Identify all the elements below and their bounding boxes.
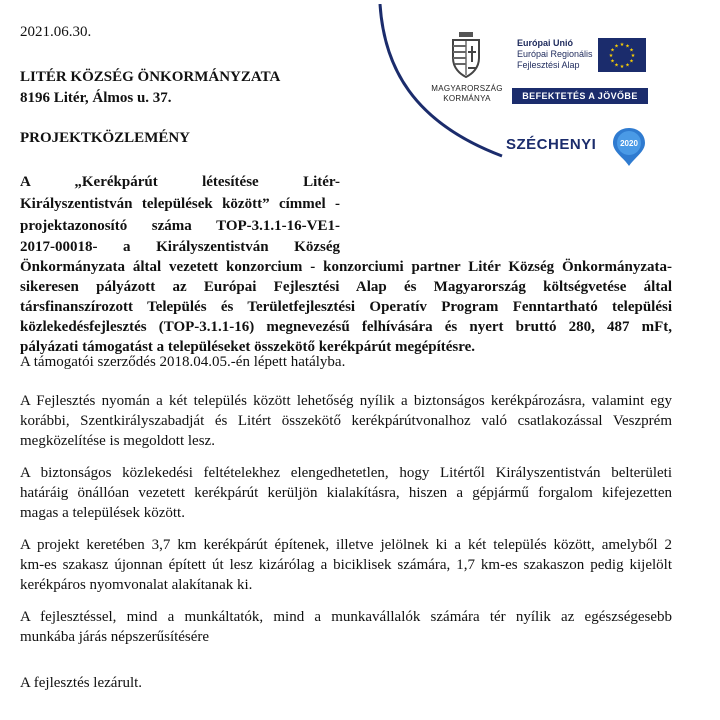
- paragraph-line: A Fejlesztés nyomán a két település között lehetőség nyílik a biztonságos kerékpározásra, valamint egy: [20, 393, 672, 409]
- svg-text:★: ★: [608, 53, 614, 59]
- funding-logo-panel: [378, 4, 684, 176]
- paragraph-line: A biztonságos közlekedési feltételekhez elengedhetetlen, hogy Litértől Királyszentistván belterületi: [20, 465, 672, 481]
- eu-logo-text: [517, 38, 601, 71]
- government-logo-text: [430, 84, 504, 104]
- paragraph-closed: [20, 673, 672, 693]
- svg-text:★: ★: [610, 58, 615, 65]
- szechenyi-2020-pin-icon: [612, 128, 646, 166]
- svg-text:★: ★: [610, 47, 615, 54]
- intro-line: projektazonosító száma TOP-3.1.1-16-VE1-: [20, 218, 340, 234]
- organization-name: LITÉR KÖZSÉG ÖNKORMÁNYZATA: [20, 69, 281, 85]
- paragraph-safety: [20, 463, 672, 523]
- paragraph-contract: [20, 352, 672, 372]
- paragraph-line: munkába járás népszerűsítésére: [20, 629, 210, 645]
- paragraph-line: A támogatói szerződés 2018.04.05.-én lépett hatályba.: [20, 354, 346, 370]
- svg-text:★: ★: [625, 62, 630, 69]
- intro-line: Királyszentistván települések között” címmel -: [20, 196, 340, 212]
- paragraph-line: határáig önállóan vezetett kerékpárút kerüljön kialakításra, hiszen a gépjármű forgalom kifejezetten: [20, 485, 672, 501]
- page-title: PROJEKTKÖZLEMÉNY: [20, 130, 191, 146]
- paragraph-line: megközelítése is megoldott lesz.: [20, 433, 215, 449]
- intro-line: pályázati támogatást a településeket összekötő kerékpárút megépítésre.: [20, 339, 476, 355]
- svg-text:★: ★: [629, 47, 634, 54]
- paragraph-health: [20, 607, 672, 647]
- svg-text:★: ★: [630, 53, 636, 59]
- eu-line-2: Európai Regionális: [517, 49, 593, 59]
- paragraph-project: [20, 535, 672, 595]
- svg-text:★: ★: [619, 64, 625, 70]
- invest-banner: BEFEKTETÉS A JÖVŐBE: [512, 88, 648, 104]
- paragraph-line: korábbi, Szentkirályszabadját és Litért összekötő kerékpárútvonalhoz való csatlakozással Veszprém: [20, 413, 672, 429]
- eu-flag-icon: [598, 38, 646, 72]
- intro-line: A „Kerékpárút létesítése Litér-: [20, 174, 340, 190]
- gov-line-2: KORMÁNYA: [443, 94, 491, 103]
- eu-line-3: Fejlesztési Alap: [517, 60, 580, 70]
- paragraph-line: km-es szakasz újonnan épített út lesz kizárólag a biciklisek számára, 1,7 km-es szakaszon pedig kijelölt: [20, 557, 672, 573]
- intro-line: 2017-00018- a Királyszentistván Község: [20, 239, 340, 255]
- intro-line: Önkormányzata által vezetett konzorcium - konzorciumi partner Litér Község Önkormányzata-: [20, 259, 672, 275]
- intro-line: társfinanszírozott Település és Területfejlesztési Operatív Program Fenntartható települési: [20, 299, 672, 315]
- paragraph-line: A fejlesztés lezárult.: [20, 675, 143, 691]
- intro-bottom: [20, 237, 672, 357]
- szechenyi-logo-text: SZÉCHENYI: [506, 136, 597, 153]
- paragraph-line: kerékpáros nyomvonalat alakítanak ki.: [20, 577, 253, 593]
- intro-line: közlekedésfejlesztés (TOP-3.1.1-16) megnevezésű felhívására és nyert bruttó 280, 487 mFt,: [20, 319, 672, 335]
- organization-address: 8196 Litér, Álmos u. 37.: [20, 90, 172, 106]
- svg-text:★: ★: [619, 42, 625, 48]
- hungarian-crest-icon: [448, 32, 484, 78]
- eu-line-1: Európai Unió: [517, 38, 573, 48]
- address-block: [20, 67, 280, 109]
- paragraph-line: A projekt keretében 3,7 km kerékpárút építenek, illetve jelölnek ki a két település között, amelyből 2: [20, 537, 672, 553]
- svg-text:★: ★: [625, 43, 630, 50]
- intro-line: sikeresen pályázott az Európai Fejlesztési Alap és Magyarország költségvetése által: [20, 279, 672, 295]
- paragraph-development: [20, 391, 672, 451]
- svg-text:★: ★: [614, 43, 619, 50]
- szechenyi-year: 2020: [620, 139, 638, 148]
- intro-top: [20, 171, 340, 237]
- svg-text:★: ★: [629, 58, 634, 65]
- paragraph-line: A fejlesztéssel, mind a munkáltatók, mind a munkavállalók számára tér nyílik az egészségesebb: [20, 609, 672, 625]
- svg-text:★: ★: [614, 62, 619, 69]
- date: 2021.06.30.: [20, 24, 92, 40]
- paragraph-line: magas a települések között.: [20, 505, 185, 521]
- gov-line-1: MAGYARORSZÁG: [431, 84, 503, 93]
